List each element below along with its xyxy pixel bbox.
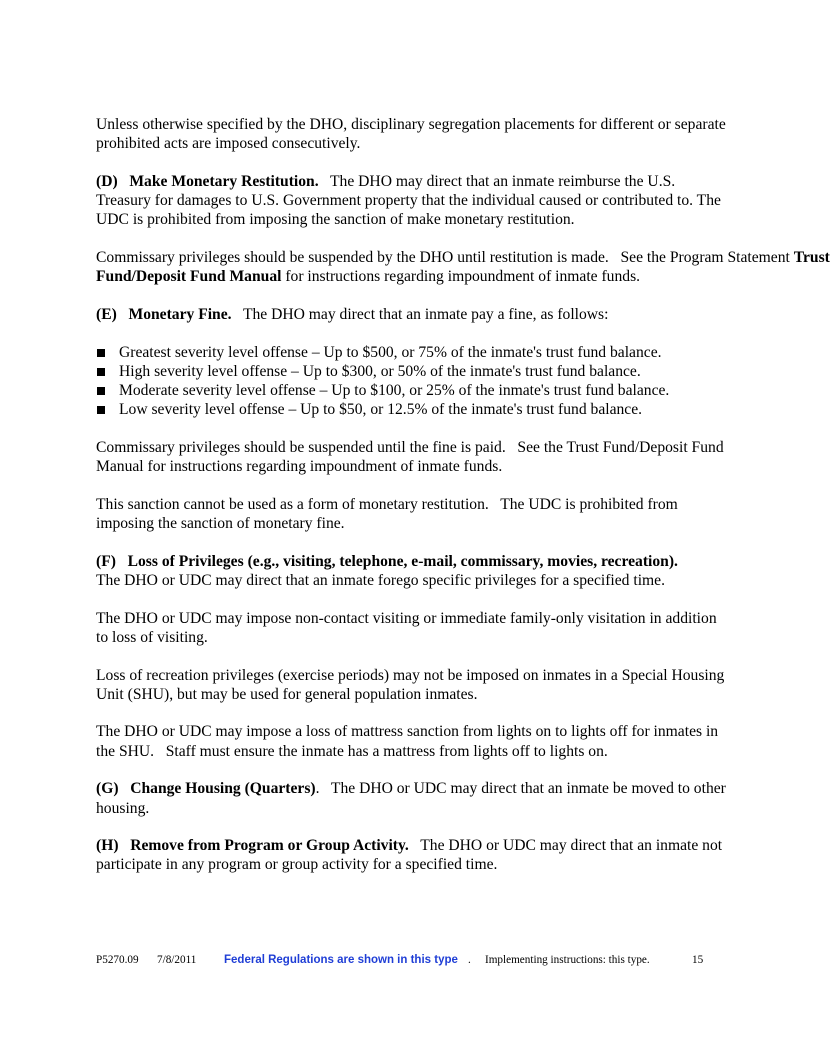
paragraph-restitution-commissary	[96, 248, 830, 286]
paragraph-text: The DHO or UDC may impose non-contact visiting or immediate family-only visitation in addition to loss of visiting.	[96, 609, 717, 646]
document-body	[96, 115, 830, 893]
section-e-text: The DHO may direct that an inmate pay a fine, as follows:	[242, 305, 609, 323]
square-bullet-icon	[97, 368, 105, 376]
paragraph-fine-restriction	[96, 495, 726, 533]
section-d-heading: (D) Make Monetary Restitution.	[96, 172, 319, 190]
section-h-heading: (H) Remove from Program or Group Activity.	[96, 837, 409, 855]
list-item	[96, 343, 726, 362]
paragraph-text: for instructions regarding impoundment of inmate funds.	[281, 268, 641, 286]
footer-instructions-note: Implementing instructions: this type.	[485, 954, 650, 966]
list-item-text: Greatest severity level offense – Up to $500, or 75% of the inmate's trust fund balance.	[119, 343, 662, 361]
section-h-program	[96, 836, 726, 874]
paragraph-fine-commissary	[96, 438, 726, 476]
list-item-text: Low severity level offense – Up to $50, or 12.5% of the inmate's trust fund balance.	[119, 401, 643, 419]
paragraph-text: This sanction cannot be used as a form of monetary restitution. The UDC is prohibited from imposing the sanction of monetary fine.	[96, 495, 682, 533]
footer-regulations-note: Federal Regulations are shown in this type	[224, 954, 458, 966]
paragraph-text: Commissary privileges should be suspended by the DHO until restitution is made. See the Program Statement	[96, 249, 794, 267]
paragraph-text: Loss of recreation privileges (exercise periods) may not be imposed on inmates in a Special Housing Unit (SHU), but may be used for general population inmates.	[96, 666, 725, 703]
section-e-fine	[96, 305, 726, 324]
list-item-text: Moderate severity level offense – Up to $100, or 25% of the inmate's trust fund balance.	[119, 382, 670, 400]
paragraph-consecutive-segregation	[96, 115, 726, 153]
section-g-housing	[96, 779, 730, 817]
list-item	[96, 362, 726, 381]
footer-period: .	[468, 954, 471, 966]
section-d-restitution	[96, 172, 726, 230]
square-bullet-icon	[97, 349, 105, 357]
footer-date: 7/8/2011	[157, 954, 197, 966]
section-f-text: The DHO or UDC may direct that an inmate forego specific privileges for a specified time.	[96, 571, 665, 589]
footer-doc-number: P5270.09	[96, 954, 139, 966]
section-f-privileges	[96, 552, 726, 590]
list-item-text: High severity level offense – Up to $300, or 50% of the inmate's trust fund balance.	[119, 362, 641, 380]
fine-severity-list	[96, 343, 726, 420]
page-footer	[96, 951, 736, 969]
section-e-heading: (E) Monetary Fine.	[96, 305, 232, 323]
section-f-heading: (F) Loss of Privileges (e.g., visiting, telephone, e-mail, commissary, movies, recreation).	[96, 552, 678, 570]
section-h-text: The DHO or UDC may direct that an inmate not participate in any program or group activity for a specified time.	[96, 837, 723, 874]
paragraph-text: Unless otherwise specified by the DHO, disciplinary segregation placements for different or separate prohibited acts are imposed consecutively.	[96, 116, 726, 153]
section-d-text: The DHO may direct that an inmate reimburse the U.S. Treasury for damages to U.S. Government property that the individual caused or contributed to. The UDC is prohibited from imposing the sanction of make monetary restitution.	[96, 172, 721, 229]
list-item	[96, 381, 726, 400]
footer-page-number: 15	[692, 954, 704, 966]
square-bullet-icon	[97, 406, 105, 414]
section-g-text: . The DHO or UDC may direct that an inmate be moved to other housing.	[96, 780, 730, 817]
paragraph-mattress	[96, 722, 726, 760]
section-g-heading: (G) Change Housing (Quarters)	[96, 780, 316, 798]
paragraph-recreation	[96, 666, 726, 704]
trust-fund-manual-title: Trust Fund/Deposit Fund Manual	[96, 249, 830, 286]
square-bullet-icon	[97, 387, 105, 395]
list-item	[96, 400, 726, 419]
paragraph-text: Commissary privileges should be suspended until the fine is paid. See the Trust Fund/Deposit Fund Manual for instructions regarding impoundment of inmate funds.	[96, 438, 728, 476]
paragraph-text: The DHO or UDC may impose a loss of mattress sanction from lights on to lights off for inmates in the SHU. Staff must ensure the inmate has a mattress from lights off to lights on.	[96, 723, 722, 760]
paragraph-visiting	[96, 609, 726, 647]
